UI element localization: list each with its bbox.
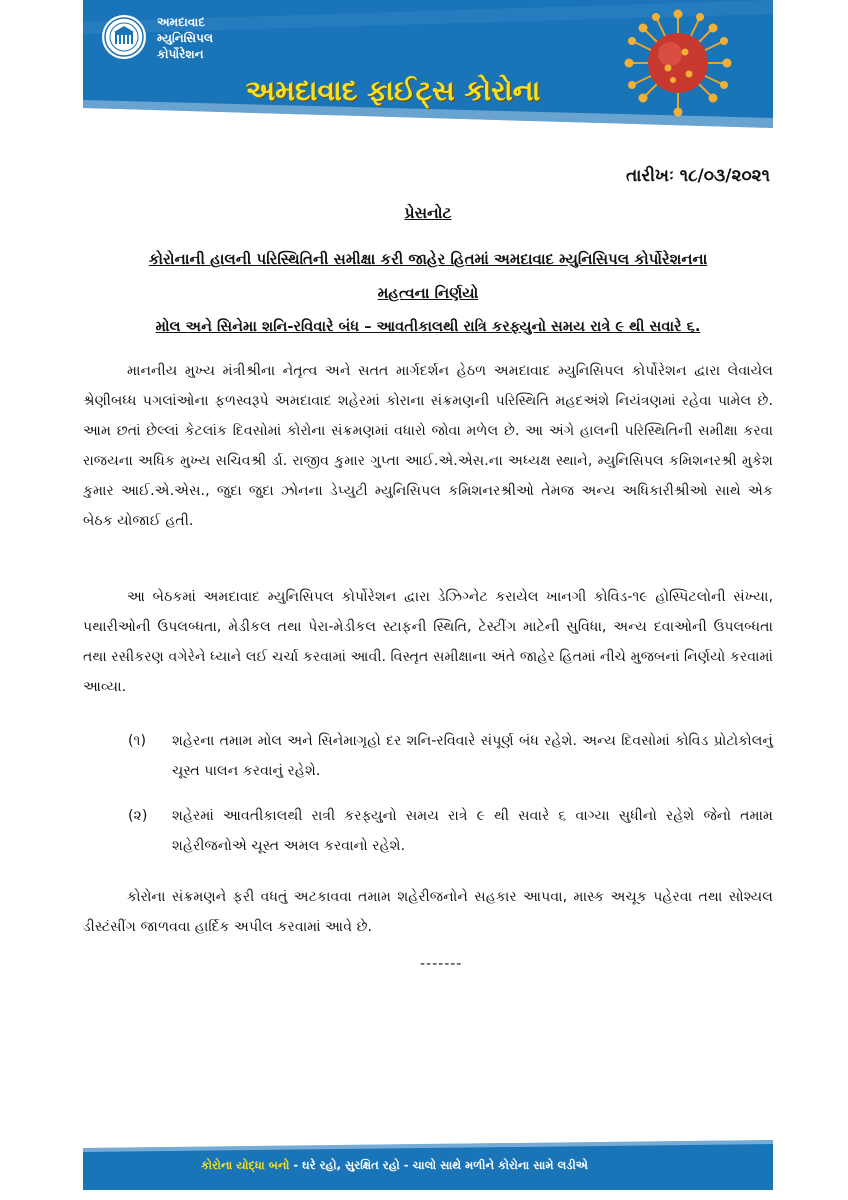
decision-number: (૨) — [128, 808, 148, 824]
org-name-line1: અમદાવાદ — [157, 15, 205, 29]
paragraph-2: આ બેઠકમાં અમદાવાદ મ્યુનિસિપલ કોર્પોરેશન દ્વારા ડેઝિગ્નેટ કરાયેલ ખાનગી કોવિડ-૧૯ હોસ્પિટલોની સંખ્યા, પથારીઓની ઉપલબ્ધતા, મેડીકલ તથા પેરા-મેડીકલ સ્ટાફની સ્થિતિ, ટેસ્ટીંગ માટેની સુવિધા, અન્ય દવાઓની ઉપલબ્ધતા તથા રસીકરણ વગેરેને ધ્યાને લઈ ચર્ચા કરવામાં આવી. વિસ્તૃત સમીક્ષાના અંતે જાહેર હિતમાં નીચે મુજબનાં નિર્ણયો કરવામાં આવ્યા. — [83, 589, 773, 695]
org-name-line2: મ્યુનિસિપલ — [157, 31, 213, 45]
end-marker: ------- — [420, 956, 463, 972]
title-line-1-text: કોરોનાની હાલની પરિસ્થિતિની સમીક્ષા કરી જાહેર હિતમાં અમદાવાદ મ્યુનિસિપલ કોર્પોરેશનના — [148, 250, 708, 268]
decision-item-1 — [128, 726, 773, 786]
title-line-2-text: મહત્વના નિર્ણયો — [377, 284, 479, 302]
header-banner — [83, 0, 773, 128]
banner-title: અમદાવાદ ફાઈટ્સ કોરોના — [245, 74, 541, 107]
org-name — [157, 14, 307, 62]
footer-banner — [83, 1140, 773, 1190]
title-line-3-text: મોલ અને સિનેમા શનિ-રવિવારે બંધ – આવતીકાલથી રાત્રિ કરફ્યુનો સમય રાત્રે ૯ થી સવારે ૬. — [155, 318, 701, 335]
paragraph-1: માનનીય મુખ્ય મંત્રીશ્રીના નેતૃત્વ અને સતત માર્ગદર્શન હેઠળ અમદાવાદ મ્યુનિસિપલ કોર્પોરેશન દ્વારા લેવાયેલ શ્રેણીબધ્ધ પગલાંઓના ફળસ્વરૂપે અમદાવાદ શહેરમાં કોરાના સંક્રમણની પરિસ્થિતિ મહદઅંશે નિયંત્રણમાં રહેવા પામેલ છે. આમ છતાં છેલ્લાં કેટલાંક દિવસોમાં કોરોના સંક્રમણમાં વધારો જોવા મળેલ છે. આ અંગે હાલની પરિસ્થિતિની સમીક્ષા કરવા રાજયના અધિક મુખ્ય સચિવશ્રી ર્ડા. રાજીવ કુમાર ગુપ્તા આઈ.એ.એસ.ના અધ્યક્ષ સ્થાને, મ્યુનિસિપલ કમિશનરશ્રી મુકેશ કુમાર આઈ.એ.એસ., જુદા જુદા ઝોનના ડેપ્યુટી મ્યુનિસિપલ કમિશનરશ્રીઓ તેમજ અન્ય અધિકારીશ્રીઓ સાથે એક બેઠક યોજાઈ હતી. — [83, 363, 773, 529]
footer-slogan — [201, 1158, 761, 1173]
amc-logo-icon — [101, 14, 147, 60]
footer-slogan-rest: - ઘરે રહો, સુરક્ષિત રહો - ચાલો સાથે મળીને કોરોના સામે લડીએ — [289, 1158, 588, 1172]
decision-item-2 — [128, 801, 773, 861]
footer-slogan-highlight: કોરોના યોદ્ધા બનો — [201, 1158, 290, 1172]
press-note-label: પ્રેસનોટ — [404, 204, 452, 222]
title-line-1 — [83, 250, 773, 268]
title-line-2 — [83, 284, 773, 302]
paragraph-3: કોરોના સંક્રમણને ફરી વધતું અટકાવવા તમામ શહેરીજનોને સહકાર આપવા, માસ્ક અચૂક પહેરવા તથા સોશ્યલ ડીસ્ટંસીંગ જાળવવા હાર્દિક અપીલ કરવામાં આવે છે. — [83, 889, 773, 935]
coronavirus-icon — [623, 8, 733, 118]
title-line-3 — [83, 318, 773, 335]
press-note-heading — [83, 204, 773, 223]
decision-text: શહેરના તમામ મોલ અને સિનેમાગૃહો દર શનિ-રવિવારે સંપૂર્ણ બંધ રહેશે. અન્ય દિવસોમાં કોવિડ પ્રોટોકોલનું ચૂસ્ત પાલન કરવાનું રહેશે. — [172, 733, 773, 779]
org-name-line3: કોર્પોરેશન — [157, 47, 204, 61]
date-line: તારીખઃ ૧૮/૦૩/૨૦૨૧ — [625, 166, 770, 186]
decision-text: શહેરમાં આવતીકાલથી રાત્રી કરફ્યુનો સમય રાત્રે ૯ થી સવારે ૬ વાગ્યા સુધીનો રહેશે જેનો તમામ શહેરીજનોએ ચૂસ્ત અમલ કરવાનો રહેશે. — [172, 808, 773, 854]
decision-number: (૧) — [128, 733, 147, 749]
